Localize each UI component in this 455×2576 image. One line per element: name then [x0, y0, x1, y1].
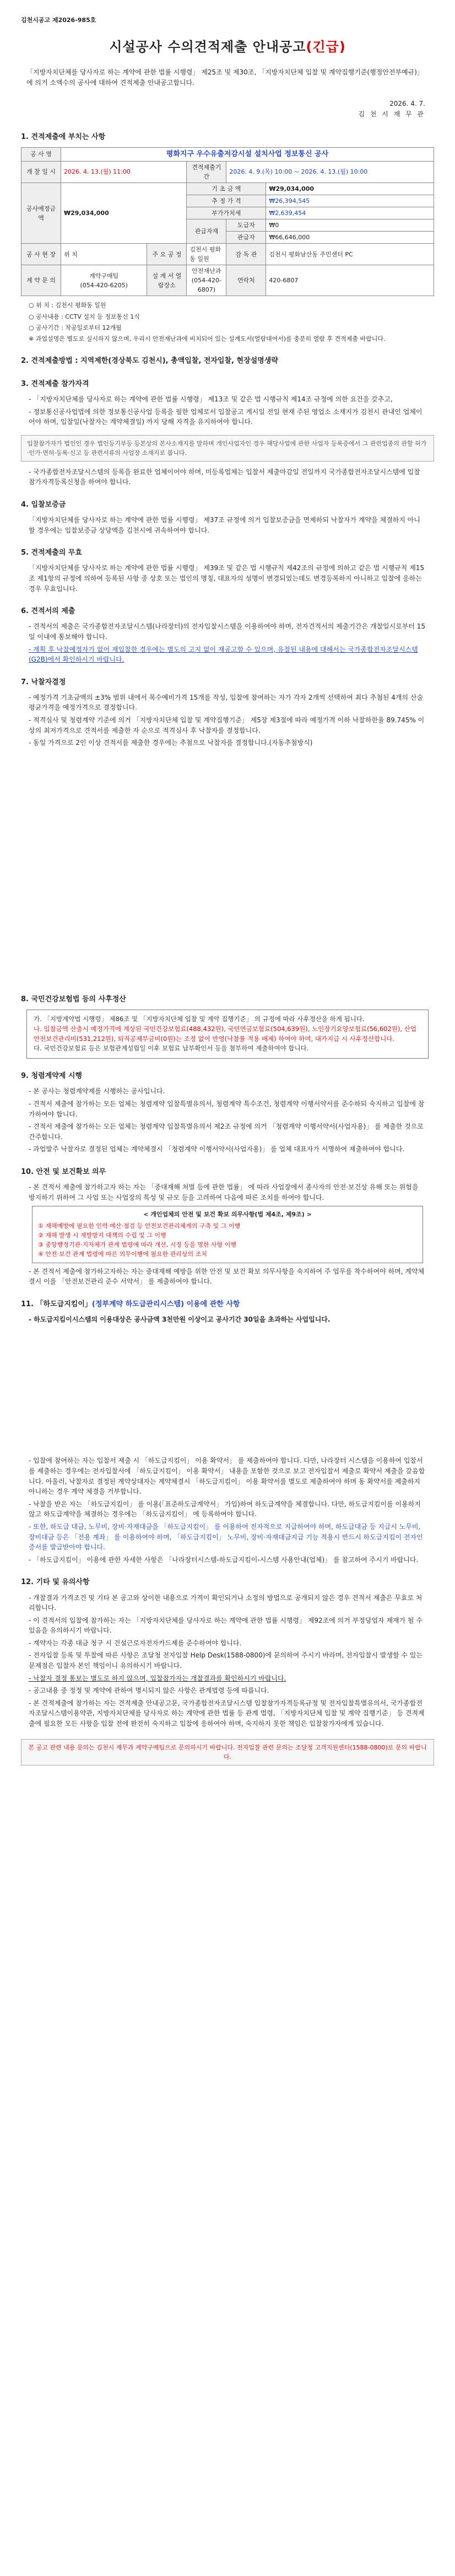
- list-item: ② 재해 발생 시 재발방지 대책의 수립 및 그 이행: [38, 1232, 166, 1239]
- project-name: 평화지구 우수유출저감시설 설치사업 정보통신 공사: [61, 147, 434, 161]
- note-period: ○ 공사기간 : 착공일로부터 12개월: [29, 324, 122, 331]
- table-row: 부가가치세 ₩2,639,454: [21, 207, 434, 219]
- footer-note: 본 공고 관련 내용 문의는 김천시 재무과 계약구매팀으로 문의하시기 바랍니다. 전자입찰 관련 문의는 조달청 고객지원센터(1588-0800)로 문의 바랍니다.: [21, 1739, 434, 1765]
- page-title: [21, 37, 434, 57]
- section-11-title: 11. 「하도급지킴이」(정부계약 하도급관리시스템) 이용에 관한 사항: [21, 1300, 240, 1308]
- intro-text: 「지방자치단체를 당사자로 하는 계약에 관한 법률 시행령」 제25조 및 제30조, 「지방자치단체 입찰 및 계약집행기준(행정안전부예규)」 에 의거 소액수의 공사에 대하여 견적제출 안내공고합니다.: [26, 68, 424, 87]
- section-8-title: 8. 국민건강보험법 등의 사후정산: [21, 995, 126, 1003]
- list-item: ③ 중앙행정기관·지자체가 관계 법령에 따라 개선, 시정 등을 명한 사항 이행: [38, 1241, 236, 1249]
- insurance-box: 가. 「지방계약법 시행령」 제86조 및 「지방자치단체 입찰 및 계약 집행기준」 의 규정에 따라 사후정산을 하게 됩니다. 나. 입찰금액 산출시 예정가격에 계상된 국민건강보험료(488,432원), 국민연금보험료(504,639원), 노인장기요양보험료(56,602원), 산업안전보건관리비(531,212원), 퇴직공제부금비(0원)는 조정 없이 반영(낙찰률 적용 배제) 하여야 하며, 대가지급 시 사후정산합니다. 다. 국민건강보험료 등은 보험관계성립일 이후 보험료 납부확인서 등을 첨부하여 제출하여야 합니다.: [26, 1010, 429, 1059]
- section-4-title: 4. 입찰보증금: [21, 500, 66, 509]
- section-3-title: 3. 견적제출 참가자격: [21, 379, 89, 388]
- issuer: 김 천 시 재 무 관: [358, 110, 425, 119]
- notice-page: 김천시공고 제2026-985호 시설공사 수의견적제출 안내공고(긴급) 「지방자치단체를 당사자로 하는 계약에 관한 법률 시행령」 제25조 및 제30조, 「지방자치단체 입찰 및 계약집행기준(행정안전부예규)」 에 의거 소액수의 공사에 대하여 견적제출 안내공고합니다. 2026. 4. 7. 김 천 시 재 무 관 1. 견적제출에 부치는 사항 공 사 명 평화지구 우수유출저감시설 설치사업 정보통신 공사 개 찰 일 시 2026. 4. 13.(월) 11:00 견적제출기간 2026. 4. 9.(목) 10:00 ~ 2026. 4. 13.(월) 10:00 공사예정금액 ₩29,034,000 기 초 금 액 ₩29,034,000 추 정 가 격 ₩26,394,545 부가가치세 ₩2,639,454 관급자재 도급자 ₩0 관급자 ₩66,646,000 공 사 현 장 위 치 주 요 공 정 김천시 평화동 일원 감 독 관 김천시 평화남산동 주민센터 PC 계 약 문 의 계약구매팀 (054-420-6205) 설 계 서 열람장소 안전재난과 (054-420-6807) 연락처 420-6807 ○ 위 치 : 김천시 평화동 일원 ○ 공사내용 : CCTV 설치 등 정보통신 1식 ○ 공사기간 : 착공일로부터 12개월 ※ 과업설명은 별도로 실시하지 않으며, 우리시 안전재난과에 비치되어 있는 설계도서(열람대여서)를 충분히 열람 후 견적제출 바랍니다. 2. 견적제출방법 : 지역제한(경상북도 김천시), 총액입찰, 전자입찰, 현장설명생략 3. 견적제출 참가자격 - 「지방자치단체를 당사자로 하는 계약에 관한 법률 시행령」 제13조 및 같은 법 시행규칙 제14조 규정에 의한 요건을 갖추고, - 정보통신공사업법에 의한 정보통신공사업 등록을 필한 업체로서 입찰공고 게시일 전일 현재 주된 영업소 소재지가 김천시 관내인 업체이어야 하며, 입찰일(낙찰자는 계약체결일) 까지 당해 자격을 유지하여야 합니다. 입찰참가자가 법인인 경우 법인등기부등 등본상의 본사소재지를 말하며 개인사업자인 경우 해당사업에 관한 사업자 등록증에서 그 관련업종의 관할 허가·인가·면허·등록·신고 등 관련서류의 사업장 소재지로 봅니다. - 국가종합전자조달시스템의 등록을 완료한 업체이어야 하며, 미등록업체는 입찰서 제출마감일 전일까지 국가종합전자조달시스템에 입찰참가자격등록신청을 하여야 합니다. 4. 입찰보증금 「지방자치단체를 당사자로 하는 계약에 관한 법률 시행령」 제37조 규정에 의거 입찰보증금을 면제하되 낙찰자가 계약을 체결하지 아니할 경우에는 입찰보증금 상당액을 김천시에 귀속하여야 합니다. 5. 견적제출의 무효 「지방자치단체를 당사자로 하는 계약에 관한 법률 시행령」 제39조 및 같은 법 시행규칙 제42조의 규정에 의하고 같은 법 시행규칙 제15조 제1항의 규정에 의하여 등록된 사항 중 상호 또는 법인의 명칭, 대표자의 성명이 변경되었는데도 변경등록하지 아니하고 입찰에 응하는 경우 무효입니다. 6. 견적서의 제출 - 견적서의 제출은 국가종합전자조달시스템(나라장터)의 전자입찰시스템을 이용하여야 하며, 전자견적서의 제출기간은 개찰일시로부터 15일 이내에 통보해야 합니다. - 계획 후 낙찰예정자가 없어 재입찰한 경우에는 별도의 고지 없이 재공고할 수 있으며, 유찰된 내용에 대해서는 국가종합전자조달시스템(G2B)에서 확인하시기 바랍니다. 7. 낙찰자결정 - 예정가격 기초금액의 ±3% 범위 내에서 복수예비가격 15개를 작성, 입찰에 참여하는 자가 각자 2개씩 선택하여 최다 추첨된 4개의 산술평균가격을 예정가격으로 결정합니다. - 적격심사 및 청렴계약 기준에 의거 「지방자치단체 입찰 및 계약집행기준」 제5장 제3절에 따라 예정가격 이하 낙찰하한율 89.745% 이상의 최저가격으로 견적서를 제출한 자 순으로 적격심사 후 낙찰자를 결정합니다. - 동일 가격으로 2인 이상 견적서를 제출한 경우에는 추첨으로 낙찰자를 결정합니다.(자동추첨방식) 8. 국민건강보험법 등의 사후정산 가. 「지방계약법 시행령」 제86조 및 「지방자치단체 입찰 및 계약 집행기준」 의 규정에 따라 사후정산을 하게 됩니다. 나. 입찰금액 산출시 예정가격에 계상된 국민건강보험료(488,432원), 국민연금보험료(504,639원), 노인장기요양보험료(56,602원), 산업안전보건관리비(531,212원), 퇴직공제부금비(0원)는 조정 없이 반영(낙찰률 적용 배제) 하여야 하며, 대가지급 시 사후정산합니다. 다. 국민건강보험료 등은 보험관계성립일 이후 보험료 납부확인서 등을 첨부하여 제출하여야 합니다. 9. 청렴계약제 시행 - 본 공사는 청렴계약제를 시행하는 공사입니다. - 견적서 제출에 참가하는 모든 업체는 청렴계약 입찰특별유의서, 청렴계약 특수조건, 청렴계약 이행서약서를 준수하되 숙지하고 입찰에 참가하여야 합니다. - 견적서 제출에 참가하는 모든 업체는 청렴계약 입찰특별유의서 제2조 규정에 의거 「청렴계약 이행서약서(사업자용)」 를 제출한 것으로 간주합니다. - 과업발주 낙찰자로 결정된 업체는 계약체결시 「청렴계약 이행서약서(사업자용)」 를 업체 대표자가 서명하여 제출하여야 합니다. 10. 안전 및 보건확보 의무 - 본 견적서 제출에 참가하고자 하는 자는 「중대재해 처벌 등에 관한 법률」 에 따라 사업장에서 종사자의 안전·보건상 유해 또는 위험을 방지하기 위하여 그 사업 또는 사업장의 특성 및 규모 등을 고려하여 다음에 따른 조치를 하여야 합니다. < 개인업체의 안전 및 보건 확보 의무사항(법 제4조, 제9조) > ① 재해예방에 필요한 인력·예산·점검 등 안전보건관리체계의 구축 및 그 이행 ② 재해 발생 시 재발방지 대책의 수립 및 그 이행 ③ 중앙행정기관·지자체가 관계 법령에 따라 개선, 시정 등을 명한 사항 이행 ④ 안전·보건 관계 법령에 따른 의무이행에 필요한 관리상의 조치 - 본 견적서 제출에 참가하고자하는 자는 중대재해 예방을 위한 안전 및 보건 확보 의무사항을 숙지하여 주 업무를 착수하여야 하며, 계약체결시 이를 「안전보건관리 준수 서약서」 를 제출하여야 합니다. 11. 「하도급지킴이」(정부계약 하도급관리시스템) 이용에 관한 사항 - 하도급지킴이시스템의 이용대상은 공사금액 3천만원 이상이고 공사기간 30일을 초과하는 사업입니다. - 입찰에 참여하는 자는 입찰서 제출 시 「하도급지킴이」 이용 확약서」 를 제출하여야 합니다. 다만, 나라장터 시스템을 이용하여 입찰서를 제출하는 경우에는 전자입찰서에 「하도급지킴이」 이용 확약서」 내용을 포함한 것으로 보고 전자입찰서 제출로 확약서 제출을 갈음합니다. 아울러, 낙찰자로 결정된 계약상대자는 계약체결시 「하도급지킴이」 이용 확약서를 별도로 제출하여야 하며 동 확약서를 제출하지 아니하는 경우 계약 체결을 거부합니다. - 낙찰을 받은 자는 「하도급지킴이」 를 이용(「표준하도급계약서」 가입)하여 하도급계약을 체결합니다. 다만, 하도급지킴이를 이용하지 않고 하도급계약을 체결하는 경우에는 「하도급지킴이」 에 등록하여야 합니다. - 또한, 하도급 대금, 노무비, 장비·자재대금을 「하도급지킴이」 를 이용하여 전자적으로 지급하여야 하며, 하도급대금 등 지급시 노무비, 장비대금 등은 「전용 계좌」 를 이용하여야 하며, 「하도급지킴이」 노무비, 장비·자재대금지급 기능 적용시 반드시 하도급지킴이 전자인증서를 발급받아야 합니다. - 「하도급지킴이」 이용에 관한 자세한 사항은 「나라장터시스템-하도급지킴이-시스템 사용안내(업체)」 를 참고하여 주시기 바랍니다. 12. 기타 및 유의사항 - 개찰결과 가격조건 및 기타 본 공고와 상이한 내용으로 가격이 확인되거나 소정의 방법으로 공개되지 않은 경우 견적서 제출은 무효로 처리합니다. - 이 견적서의 입찰에 참가하는 자는 「지방자치단체를 당사자로 하는 계약에 관한 법률 시행령」 제92조에 의거 부정당업자 제재가 될 수 있음을 유의하시기 바랍니다. - 계약자는 각종 대금 청구 시 건설근로자전자카드제를 준수하여야 합니다. - 전자입찰 등록 및 투찰에 따른 사항은 조달청 전자입찰 Help Desk(1588-0800)에 문의하여 주시기 바라며, 전자입찰시 발생할 수 있는 문제점은 입찰자 본인 책임이니 유의하시기 바랍니다. - 낙찰자 결정 통보는 별도로 하지 않으며, 입찰참가자는 개찰결과를 확인하시기 바랍니다. - 공고내용 중 정정 및 계약에 관하여 명시되지 않은 사항은 관계법령 등에 따릅니다. - 본 견적제출에 참가하는 자는 견적제출 안내공고문, 국가종합전자조달시스템 입찰참가자격등록규정 및 전자입찰특별유의서, 국가종합전자조달시스템이용약관, 지방자치단체를 당사자로 하는 계약에 관한 법률 등 관계 법령, 「지방자치단체 입찰 및 계약 집행기준」 등 견적제출에 필요한 모든 사항을 입찰 전에 완전히 숙지하고 입찰에 응하여야 하며, 숙지하지 못한 책임은 입찰참가자에게 있습니다. 본 공고 관련 내용 문의는 김천시 재무과 계약구매팀으로 문의하시기 바랍니다. 전자입찰 관련 문의는 조달청 고객지원센터(1588-0800)로 문의 바랍니다.: [0, 0, 455, 1781]
- notice-date: 2026. 4. 7.: [389, 100, 425, 108]
- note-content: ○ 공사내용 : CCTV 설치 등 정보통신 1식: [29, 313, 140, 320]
- qualification-note: 입찰참가자가 법인인 경우 법인등기부등 등본상의 본사소재지를 말하며 개인사업자인 경우 해당사업에 관한 사업자 등록증에서 그 관련업종의 관할 허가·인가·면허·등록·신고 등 관련서류의 사업장 소재지로 봅니다.: [21, 435, 434, 461]
- overview-table: [21, 147, 434, 297]
- note-location: ○ 위 치 : 김천시 평화동 일원: [29, 302, 106, 309]
- table-row: 공사예정금액 ₩29,034,000 기 초 금 액 ₩29,034,000: [21, 183, 434, 195]
- note-remark: ※ 과업설명은 별도로 실시하지 않으며, 우리시 안전재난과에 비치되어 있는 설계도서(열람대여서)를 충분히 열람 후 견적제출 바랍니다.: [29, 335, 386, 342]
- title-main: 시설공사 수의견적제출 안내공고: [109, 39, 306, 55]
- section-5-title: 5. 견적제출의 무효: [21, 549, 82, 557]
- table-row: 공 사 명 평화지구 우수유출저감시설 설치사업 정보통신 공사: [21, 147, 434, 161]
- section-2-title: 2. 견적제출방법 : 지역제한(경상북도 김천시), 총액입찰, 전자입찰, 현장설명생략: [21, 356, 278, 365]
- section-6-title: 6. 견적서의 제출: [21, 607, 75, 616]
- table-row: 공 사 현 장 위 치 주 요 공 정 김천시 평화동 일원 감 독 관 김천시 평화남산동 주민센터 PC: [21, 244, 434, 265]
- section-7-title: 7. 낙찰자결정: [21, 678, 66, 686]
- section-12-title: 12. 기타 및 유의사항: [21, 1578, 90, 1587]
- list-item: ① 재해예방에 필요한 인력·예산·점검 등 안전보건관리체계의 구축 및 그 이행: [38, 1222, 241, 1230]
- estimated-price: ₩29,034,000: [61, 183, 187, 243]
- safety-duty-list: < 개인업체의 안전 및 보건 확보 의무사항(법 제4조, 제9조) > ① 재해예방에 필요한 인력·예산·점검 등 안전보건관리체계의 구축 및 그 이행 ② 재해 발생 시 재발방지 대책의 수립 및 그 이행 ③ 중앙행정기관·지자체가 관계 법령에 따라 개선, 시정 등을 명한 사항 이행 ④ 안전·보건 관계 법령에 따른 의무이행에 필요한 관리상의 조치: [32, 1206, 423, 1263]
- notice-number: 김천시공고 제2026-985호: [21, 17, 96, 24]
- title-emphasis: (긴급): [306, 39, 346, 55]
- section-9-title: 9. 청렴계약제 시행: [21, 1072, 82, 1081]
- list-item: ④ 안전·보건 관계 법령에 따른 의무이행에 필요한 관리상의 조치: [38, 1251, 207, 1258]
- section-1-title: 1. 견적제출에 부치는 사항: [21, 132, 106, 141]
- table-row: 관급자 ₩66,646,000: [21, 232, 434, 244]
- table-row: 추 정 가 격 ₩26,394,545: [21, 195, 434, 207]
- section-10-title: 10. 안전 및 보건확보 의무: [21, 1167, 106, 1176]
- table-row: 관급자재 도급자 ₩0: [21, 219, 434, 232]
- table-row: 개 찰 일 시 2026. 4. 13.(월) 11:00 견적제출기간 2026. 4. 9.(목) 10:00 ~ 2026. 4. 13.(월) 10:00: [21, 161, 434, 183]
- table-row: 계 약 문 의 계약구매팀 (054-420-6205) 설 계 서 열람장소 안전재난과 (054-420-6807) 연락처 420-6807: [21, 265, 434, 296]
